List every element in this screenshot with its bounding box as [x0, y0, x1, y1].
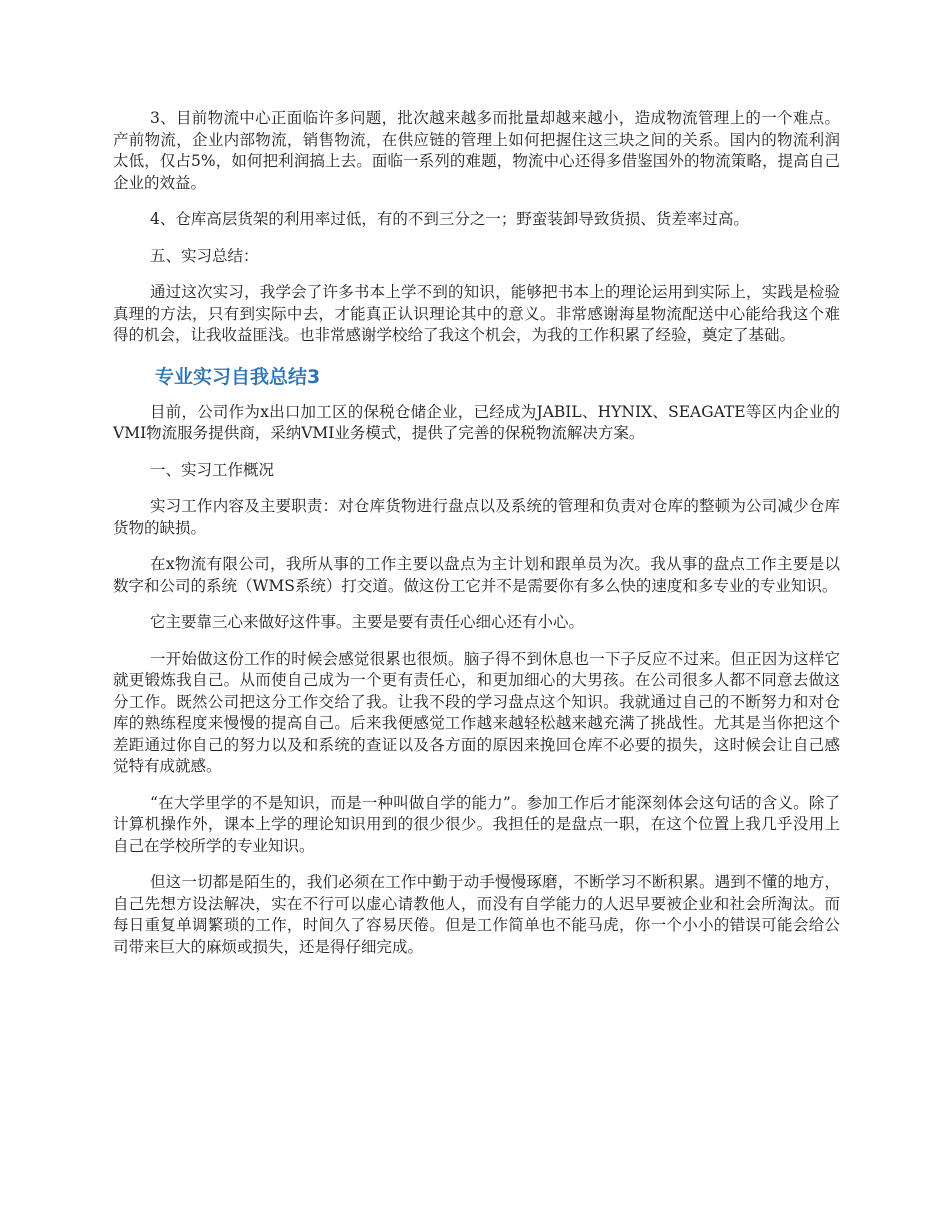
- section-title-summary: 五、实习总结：: [150, 246, 259, 265]
- paragraph-summary: 通过这次实习，我学会了许多书本上学不到的知识，能够把书本上的理论运用到实际上，实践是检验真理的方法，只有到实际中去，才能真正认识理论其中的意义。非常感谢海星物流配送中心能给我这个难得的机会，让我收益匪浅。也非常感谢学校给了我这个机会，为我的工作积累了经验，奠定了基础。: [113, 283, 840, 344]
- paragraph-accumulation: 但这一切都是陌生的，我们必须在工作中勤于动手慢慢琢磨，不断学习不断积累。遇到不懂的地方，自己先想方设法解决，实在不行可以虚心请教他人，而没有自学能力的人迟早要被企业和社会所淘汰。而每日重复单调繁琐的工作，时间久了容易厌倦。但是工作简单也不能马虎，你一个小小的错误可能会给公司带来巨大的麻烦或损失，还是得仔细完成。: [113, 873, 840, 956]
- paragraph-duties: 实习工作内容及主要职责：对仓库货物进行盘点以及系统的管理和负责对仓库的整顿为公司减少仓库货物的缺损。: [113, 497, 840, 537]
- paragraph-three-hearts: 它主要靠三心来做好这件事。主要是要有责任心细心还有小心。: [150, 613, 585, 631]
- paragraph-work-content: 在x物流有限公司，我所从事的工作主要以盘点为主计划和跟单员为次。我从事的盘点工作主要是以数字和公司的系统（WMS系统）打交道。做这份工它并不是需要你有多么快的速度和多专业的专业知识。: [113, 555, 840, 595]
- paragraph-self-learning: “在大学里学的不是知识，而是一种叫做自学的能力”。参加工作后才能深刻体会这句话的含义。除了计算机操作外，课本上学的理论知识用到的很少很少。我担任的是盘点一职，在这个位置上我几乎没用上自己在学校所学的专业知识。: [113, 793, 840, 855]
- paragraph-problem-3: 3、目前物流中心正面临许多问题，批次越来越多而批量却越来越小，造成物流管理上的一个难点。产前物流，企业内部物流，销售物流，在供应链的管理上如何把握住这三块之间的关系。国内的物流利润太低，仅占5%，如何把利润搞上去。面临一系列的难题，物流中心还得多借鉴国外的物流策略，提高自己企业的效益。: [113, 109, 840, 192]
- paragraph-experience: 一开始做这份工作的时候会感觉很累也很烦。脑子得不到休息也一下子反应不过来。但正因为这样它就更锻炼我自己。从而使自己成为一个更有责任心，和更加细心的大男孩。在公司很多人都不同意去做这分工作。既然公司把这分工作交给了我。让我不段的学习盘点这个知识。我就通过自己的不断努力和对仓库的熟练程度来慢慢的提高自己。后来我便感觉工作越来越轻松越来越充满了挑战性。尤其是当你把这个差距通过你自己的努力以及和系统的查证以及各方面的原因来挽回仓库不必要的损失，这时候会让自己感觉特有成就感。: [113, 649, 840, 775]
- section-title-overview: 一、实习工作概况: [150, 460, 275, 479]
- document-body: [113, 108, 840, 973]
- paragraph-company-intro: 目前，公司作为x出口加工区的保税仓储企业，已经成为JABIL、HYNIX、SEAGATE等区内企业的VMI物流服务提供商，采纳VMI业务模式，提供了完善的保税物流解决方案。: [113, 402, 840, 442]
- article-heading: 专业实习自我总结3: [155, 365, 321, 388]
- paragraph-problem-4: 4、仓库高层货架的利用率过低，有的不到三分之一；野蛮装卸导致货损、货差率过高。: [150, 210, 749, 228]
